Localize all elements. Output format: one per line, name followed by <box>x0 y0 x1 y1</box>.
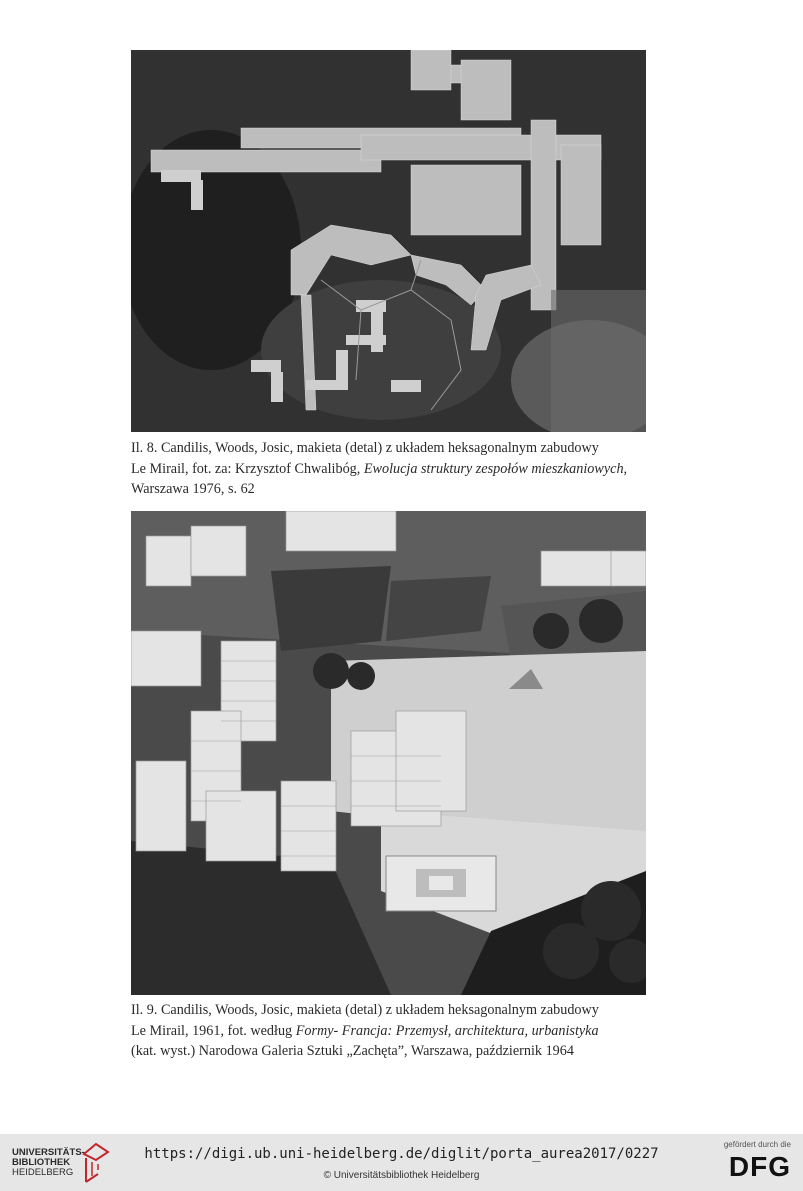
source-title: Formy- Francja: Przemysł, architektura, urbanistyka <box>295 1022 599 1039</box>
caption-line: Il. 9. Candilis, Woods, Josic, makieta (detal) z układem heksagonalnym zabudowy <box>131 1002 599 1018</box>
copyright-notice: © Universitätsbibliothek Heidelberg <box>323 1170 480 1181</box>
caption-line: Warszawa 1976, s. 62 <box>131 481 255 497</box>
library-name-line: UNIVERSITÄTS- <box>12 1147 85 1158</box>
footer-bar <box>0 1134 803 1191</box>
figure-8-photo <box>131 50 646 432</box>
figure-9-model-illustration <box>131 511 646 995</box>
caption-line: Le Mirail, fot. za: Krzysztof Chwalibóg, Ewolucja struktury zespołów mieszkaniowych, <box>131 460 628 477</box>
caption-line: (kat. wyst.) Narodowa Galeria Sztuki „Zachęta”, Warszawa, październik 1964 <box>131 1043 574 1059</box>
figure-9-photo <box>131 511 646 995</box>
source-title: Ewolucja struktury zespołów mieszkaniowych <box>363 460 624 477</box>
figure-8-model-illustration <box>131 50 646 432</box>
library-name-line: HEIDELBERG <box>12 1167 74 1178</box>
caption-line: Il. 8. Candilis, Woods, Josic, makieta (detal) z układem heksagonalnym zabudowy <box>131 440 599 456</box>
page-permalink[interactable]: https://digi.ub.uni-heidelberg.de/diglit/porta_aurea2017/0227 <box>144 1146 659 1162</box>
funding-note: gefördert durch die <box>723 1140 791 1149</box>
figure-8-caption <box>131 438 671 500</box>
library-name-line: BIBLIOTHEK <box>12 1157 71 1168</box>
dfg-logo[interactable]: DFG <box>728 1151 791 1182</box>
caption-line: Le Mirail, 1961, fot. według Formy- Francja: Przemysł, architektura, urbanistyka <box>131 1022 599 1039</box>
figure-9-caption <box>131 1000 671 1062</box>
